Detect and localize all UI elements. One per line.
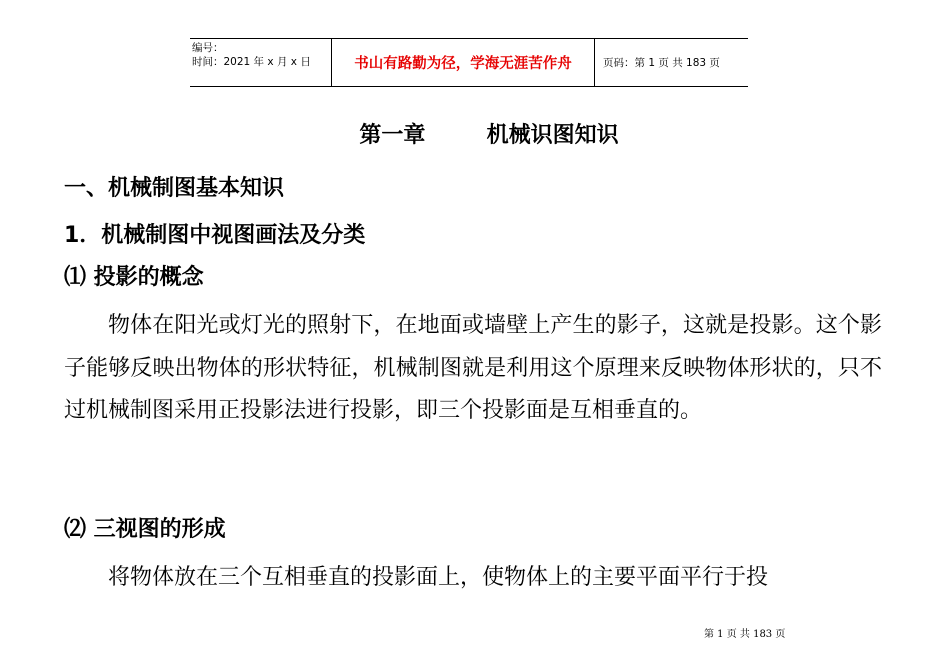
- header-motto: 书山有路勤为径，学海无涯苦作舟: [331, 39, 595, 86]
- header-meta: [190, 39, 331, 86]
- section-heading: 一、机械制图基本知识: [64, 176, 285, 201]
- header-page-info: 页码：第 1 页 共 183 页: [603, 57, 720, 69]
- page-header: [190, 38, 748, 87]
- subsection-heading-projection: ⑴ 投影的概念: [64, 265, 204, 290]
- time-label: 时间：2021 年 x 月 x 日: [192, 56, 311, 68]
- number-label: 编号：: [192, 42, 224, 54]
- page-footer: 第 1 页 共 183 页: [704, 629, 786, 640]
- subsection-heading: 1．机械制图中视图画法及分类: [64, 223, 366, 248]
- subsection-heading-three-views: ⑵ 三视图的形成: [64, 517, 226, 542]
- paragraph-projection: 物体在阳光或灯光的照射下，在地面或墙壁上产生的影子，这就是投影。这个影子能够反映出物体的形状特征，机械制图就是利用这个原理来反映物体形状的，只不过机械制图采用正投影法进行投影，即三个投影面是互相垂直的。: [64, 313, 882, 423]
- chapter-title: 第一章 机械识图知识: [359, 123, 619, 148]
- paragraph-three-views: 将物体放在三个互相垂直的投影面上，使物体上的主要平面平行于投: [108, 565, 769, 590]
